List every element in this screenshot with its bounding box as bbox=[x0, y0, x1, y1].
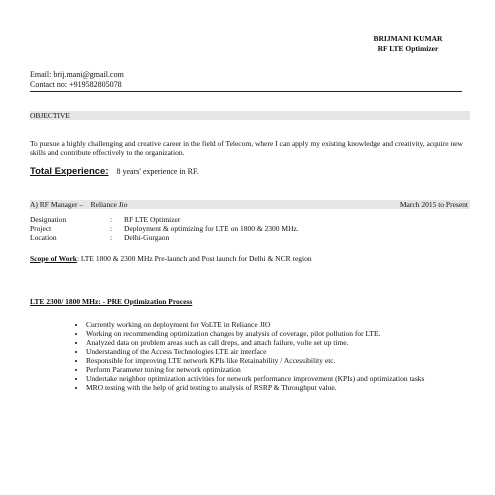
header-block bbox=[360, 34, 456, 54]
objective-heading-bar bbox=[30, 111, 470, 120]
detail-value: RF LTE Optimizer bbox=[124, 215, 181, 224]
objective-heading: OBJECTIVE bbox=[30, 111, 70, 120]
detail-colon: : bbox=[110, 224, 113, 233]
candidate-name: BRIJMANI KUMAR bbox=[373, 34, 443, 43]
job-dates: March 2015 to Present bbox=[399, 200, 468, 209]
process-heading: LTE 2300/ 1800 MHz: - PRE Optimization Process bbox=[30, 297, 193, 306]
detail-key: Designation bbox=[30, 215, 67, 224]
detail-value: Deployment & optimizing for LTE on 1800 & 2300 MHz. bbox=[124, 224, 299, 233]
total-experience-value: 8 years' experience in RF. bbox=[116, 167, 199, 176]
job-detail-row bbox=[30, 233, 299, 242]
detail-key: Project bbox=[30, 224, 52, 233]
list-item: • Undertake neighbor optimization activities for network performance improvement (KPIs) and optimization tasks bbox=[86, 374, 486, 383]
process-bullet-list bbox=[70, 320, 486, 392]
phone-line: Contact no: +919582805078 bbox=[30, 79, 122, 89]
candidate-role: RF LTE Optimizer bbox=[377, 44, 439, 53]
list-item: • Responsible for improving LTE network KPIs like Retainability / Accessibility etc. bbox=[86, 356, 486, 365]
list-item: • Working on recommending optimization changes by analysis of coverage, pilot pollution for LTE. bbox=[86, 329, 486, 338]
scope-label: Scope of Work bbox=[30, 254, 77, 263]
scope-text: : LTE 1800 & 2300 MHz Pre-launch and Post launch for Delhi & NCR region bbox=[76, 254, 312, 263]
total-experience-label: Total Experience: bbox=[30, 166, 109, 177]
detail-value: Delhi-Gurgaon bbox=[124, 233, 170, 242]
email-line: Email: brij.mani@gmail.com bbox=[30, 70, 124, 79]
job-detail-row bbox=[30, 224, 299, 233]
list-item: • Perform Parameter tuning for network optimization bbox=[86, 365, 486, 374]
job-title: A) RF Manager – bbox=[30, 200, 84, 209]
total-experience bbox=[30, 166, 199, 177]
objective-text: To pursue a highly challenging and creative career in the field of Telecom, where I can apply my existing knowledge and creativity, acquire new skills and contribute effectively to the organization. bbox=[30, 139, 463, 157]
detail-key: Location bbox=[30, 233, 57, 242]
contact-block bbox=[30, 70, 124, 89]
job-detail-row bbox=[30, 215, 299, 224]
detail-colon: : bbox=[110, 215, 113, 224]
list-item: • MRO testing with the help of grid testing to analysis of RSRP & Throughput value. bbox=[86, 383, 486, 392]
scope-of-work bbox=[30, 254, 312, 263]
list-item: • Analyzed data on problem areas such as call dreps, and attach failure, volte set up time. bbox=[86, 338, 486, 347]
header-divider bbox=[30, 91, 462, 92]
list-item: • Currently working on deployment for VoLTE in Reliance JIO bbox=[86, 320, 486, 329]
job-heading-bar bbox=[30, 200, 470, 209]
detail-colon: : bbox=[110, 233, 113, 242]
list-item: • Understanding of the Access Technologies LTE air interface bbox=[86, 347, 486, 356]
job-company: Reliance Jio bbox=[90, 200, 128, 209]
job-details bbox=[30, 215, 299, 242]
